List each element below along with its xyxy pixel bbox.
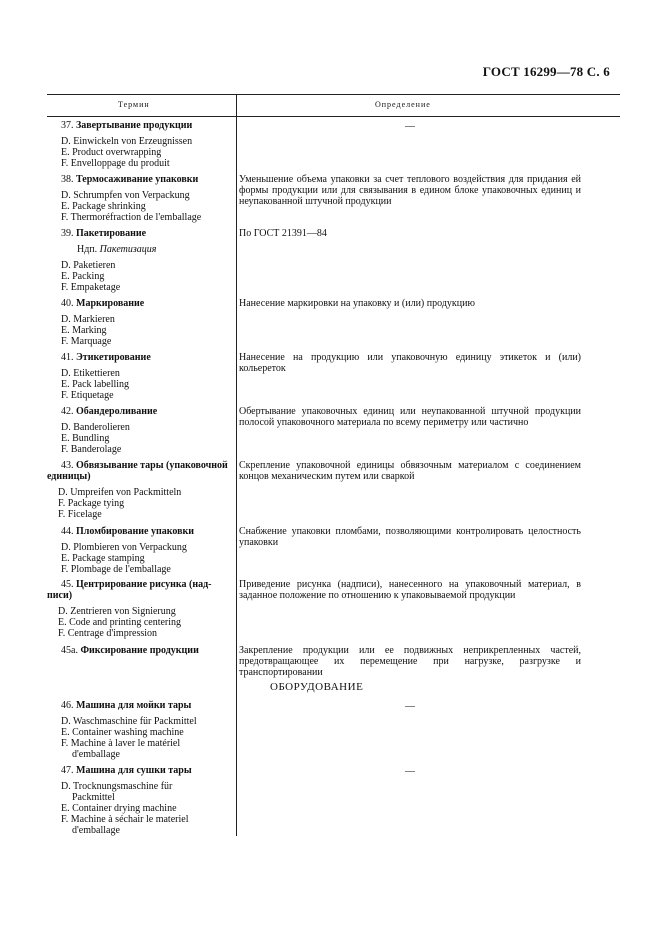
definition-dash: —	[405, 701, 415, 712]
translation-line: E. Package shrinking	[61, 201, 146, 212]
translation-line: F. Centrage d'impression	[58, 628, 158, 639]
translation-line: F. Empaketage	[61, 282, 121, 293]
term-entry-45	[61, 579, 236, 590]
term-title: Пакетирование	[76, 228, 147, 239]
term-number: 46.	[61, 700, 74, 711]
translation-line: E. Container drying machine	[61, 803, 177, 814]
table-top-rule	[47, 94, 620, 95]
translation-line: F. Plombage de l'emballage	[61, 564, 171, 575]
term-title: Завертывание продукции	[76, 120, 193, 131]
translation-line: E. Code and printing centering	[58, 617, 182, 628]
term-entry-45a	[61, 645, 236, 656]
term-entry-42	[61, 406, 236, 455]
translation-line: D. Markieren	[61, 314, 115, 325]
term-number: 42.	[61, 406, 74, 417]
definition-dash: —	[405, 121, 415, 132]
term-entry-44	[61, 526, 236, 575]
translation-line: F. Machine à séchair le materiel	[61, 814, 189, 825]
definition-text: Приведение рисунка (надписи), нанесенного на упаковочный материал, в заданное положение по отношению к упаковываемой продукции	[239, 579, 581, 601]
definition-text: Закрепление продукции или ее подвижных неприкрепленных частей, предотвращающее их перемещение при нагрузке, разгрузке и транспортировании	[239, 645, 581, 678]
column-header-definition: Определение	[375, 100, 431, 109]
translation-line: Packmittel	[72, 792, 115, 803]
table-header-rule	[47, 116, 620, 117]
term-title: Термосаживание упаковки	[76, 174, 199, 185]
translation-line: E. Package stamping	[61, 553, 145, 564]
translation-line: F. Machine à laver le matériel	[61, 738, 181, 749]
translation-line: D. Zentrieren von Signierung	[58, 606, 176, 617]
translation-line: D. Waschmaschine für Packmittel	[61, 716, 197, 727]
definition-text: Нанесение на продукцию или упаковочную единицу этикеток и (или) кольереток	[239, 352, 581, 374]
definition-text: Скрепление упаковочной единицы обвязочным материалом с соединением концов механическим путем или сваркой	[239, 460, 581, 482]
term-number: 47.	[61, 765, 74, 776]
translation-line: F. Envelloppage du produit	[61, 158, 170, 169]
translation-line: d'emballage	[72, 825, 120, 836]
term-title: Маркирование	[76, 298, 145, 309]
translation-line: E. Container washing machine	[61, 727, 184, 738]
translation-line: D. Paketieren	[61, 260, 116, 271]
translation-line: D. Einwickeln von Erzeugnissen	[61, 136, 193, 147]
term-entry-38	[61, 174, 236, 223]
translation-line: D. Umpreifen von Packmitteln	[58, 487, 182, 498]
definition-text: Уменьшение объема упаковки за счет теплового воздействия для придания ей формы продукции или для связывания в едином блоке упаковочных единиц и неупакованной штучной продукции	[239, 174, 581, 207]
term-number: 45.	[61, 579, 74, 590]
translation-line: E. Packing	[61, 271, 105, 282]
term-number: 37.	[61, 120, 74, 131]
term-entry-46	[61, 700, 236, 760]
term-entry-43	[61, 460, 236, 471]
translation-line: E. Marking	[61, 325, 107, 336]
translation-line: F. Marquage	[61, 336, 112, 347]
section-title: ОБОРУДОВАНИЕ	[270, 681, 364, 693]
term-number: 43.	[61, 460, 74, 471]
term-entry-40	[61, 298, 236, 347]
translation-line: D. Plombieren von Verpackung	[61, 542, 187, 553]
term-number: 41.	[61, 352, 74, 363]
term-title-continuation: писи) D. Zentrieren von Signierung E. Code and printing centering F. Centrage d'impression	[47, 590, 236, 639]
term-number: 45а.	[61, 645, 78, 656]
term-title: Центрирование рисунка (над-	[76, 579, 212, 590]
translation-line: E. Pack labelling	[61, 379, 130, 390]
term-number: 38.	[61, 174, 74, 185]
term-title: Пломбирование упаковки	[76, 526, 195, 537]
definition-text: Обертывание упаковочных единиц или неупакованной штучной продукции полосой упаковочного материала по всему периметру или частично	[239, 406, 581, 428]
translation-line: E. Product overwrapping	[61, 147, 162, 158]
translation-line: d'emballage	[72, 749, 120, 760]
translation-line: F. Package tying	[58, 498, 125, 509]
translation-line: F. Thermoréfraction de l'emballage	[61, 212, 202, 223]
translation-line: F. Banderolage	[61, 444, 122, 455]
term-entry-47	[61, 765, 236, 836]
term-title: Машина для сушки тары	[76, 765, 192, 776]
term-number: 44.	[61, 526, 74, 537]
translation-line: D. Etikettieren	[61, 368, 120, 379]
translation-line: F. Ficelage	[58, 509, 102, 520]
term-number: 40.	[61, 298, 74, 309]
term-entry-39	[61, 228, 236, 293]
definition-text: По ГОСТ 21391—84	[239, 228, 327, 239]
term-title-continuation: единицы) D. Umpreifen von Packmitteln F. Package tying F. Ficelage	[47, 471, 236, 520]
translation-line: D. Schrumpfen von Verpackung	[61, 190, 190, 201]
term-title: Обвязывание тары (упаковочной	[76, 460, 228, 471]
translation-line: F. Etiquetage	[61, 390, 114, 401]
term-number: 39.	[61, 228, 74, 239]
term-title: Этикетирование	[76, 352, 151, 363]
term-title: Машина для мойки тары	[76, 700, 192, 711]
definition-text: Нанесение маркировки на упаковку и (или) продукцию	[239, 298, 475, 309]
translation-line: E. Bundling	[61, 433, 110, 444]
translation-line: D. Trocknungsmaschine für	[61, 781, 173, 792]
page-header: ГОСТ 16299—78 С. 6	[482, 64, 610, 79]
term-entry-41	[61, 352, 236, 401]
column-divider	[236, 94, 237, 836]
translation-line: D. Banderolieren	[61, 422, 130, 433]
term-entry-37	[61, 120, 236, 169]
term-title: Обандероливание	[76, 406, 158, 417]
definition-text: Снабжение упаковки пломбами, позволяющими контролировать целостность упаковки	[239, 526, 581, 548]
deprecated-term: Ндп. Пакетизация	[77, 244, 157, 255]
term-title: Фиксирование продукции	[80, 645, 199, 656]
column-header-term: Термин	[118, 100, 150, 109]
definition-dash: —	[405, 766, 415, 777]
